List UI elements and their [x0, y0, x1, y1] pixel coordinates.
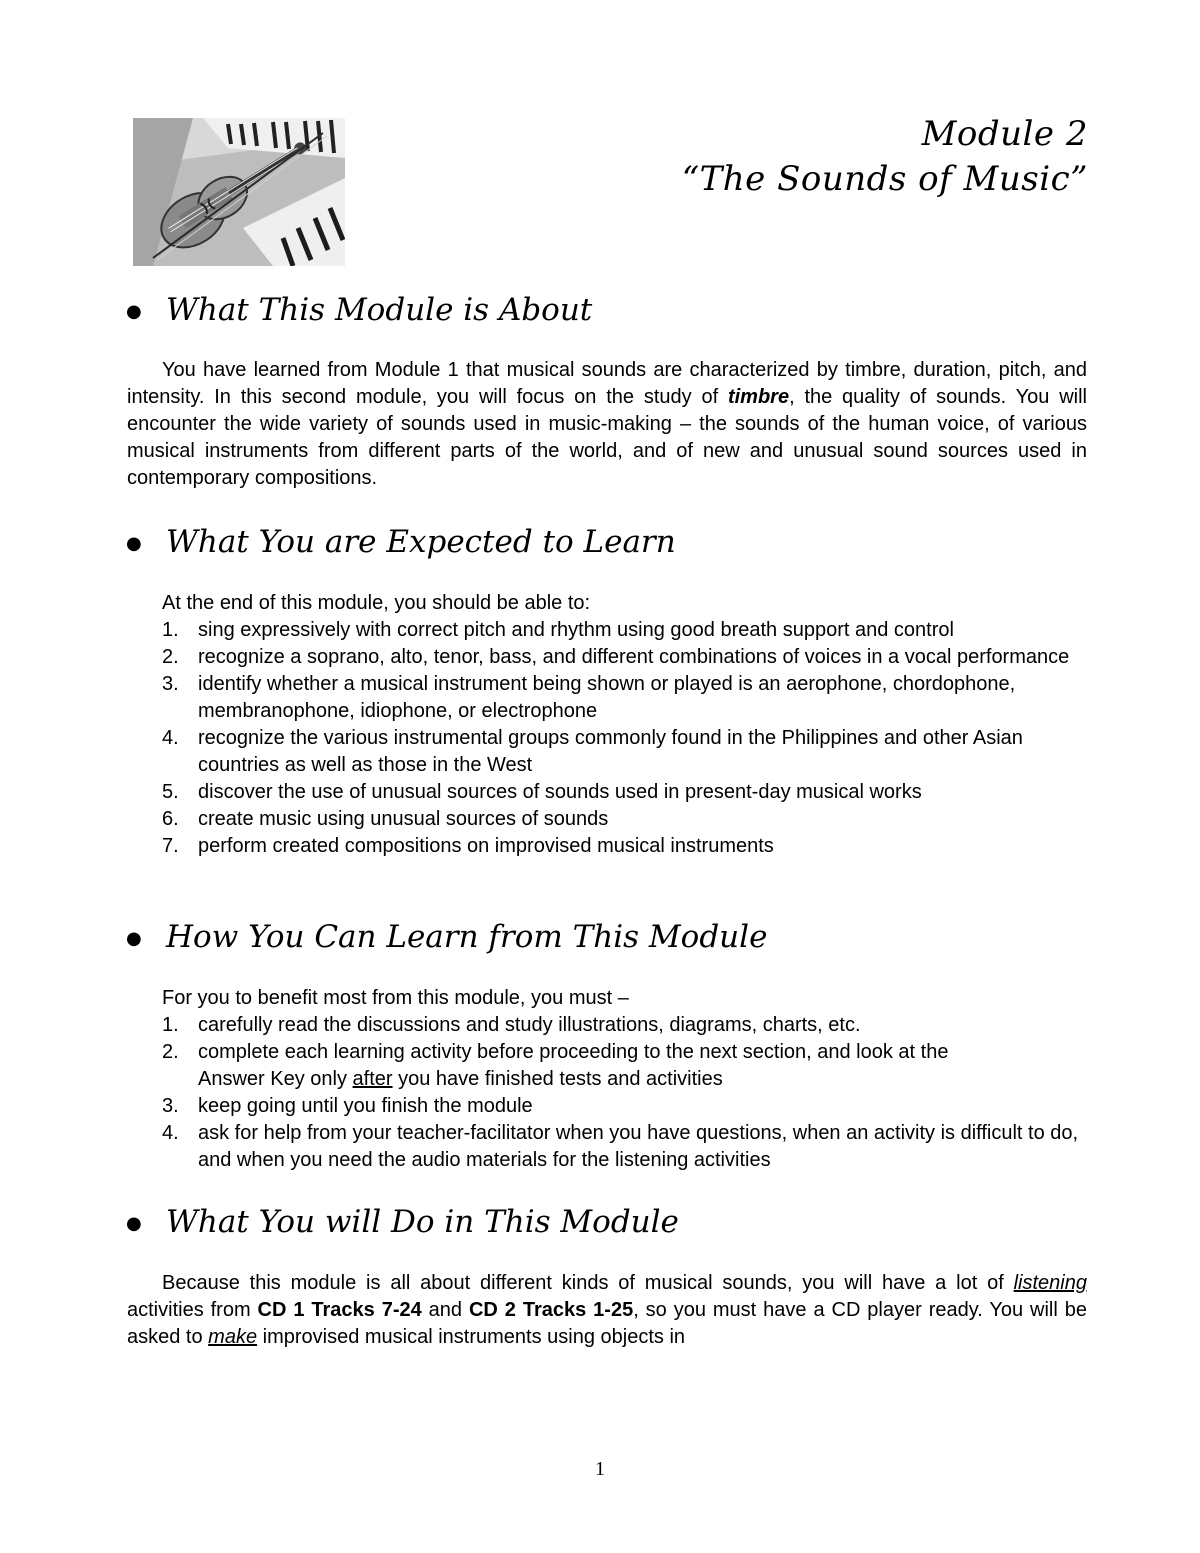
list-item: 6. create music using unusual sources of sounds [162, 808, 609, 830]
about-text-part2: , the quality of sounds. You will encounter the wide variety of sounds used in music-making – the sounds of the human voice, of various musical instruments from different parts of the world, and of new and unusual sound sources used in contemporary compositions. [127, 386, 1087, 489]
how-list [162, 1012, 1092, 1174]
expected-list [162, 617, 1092, 860]
section-heading-do [126, 1202, 679, 1244]
bullet-dot-icon: ● [126, 1212, 142, 1234]
list-item: 3. identify whether a musical instrument being shown or played is an aerophone, chordophone, membranophone, idiophone, or electrophone [162, 673, 1016, 722]
section-heading-expected-text: What You are Expected to Learn [166, 524, 676, 560]
module-title [682, 112, 1088, 202]
section-do-body: Because this module is all about different kinds of musical sounds, you will have a lot of listening activities from CD 1 Tracks 7-24 and CD 2 Tracks 1-25, so you must have a CD player ready. You will be asked to make improvised musical instruments using objects in [127, 1272, 1087, 1348]
about-text-timbre: timbre [727, 386, 790, 408]
about-text-part1: You have learned from Module 1 that musical sounds are characterized by timbre, duration, pitch, and intensity. In this second module, you will focus on the study of [127, 359, 1087, 408]
section-heading-how-text: How You Can Learn from This Module [166, 919, 768, 955]
section-heading-how [126, 917, 767, 959]
list-item: 2. recognize a soprano, alto, tenor, bass, and different combinations of voices in a vocal performance [162, 646, 1070, 668]
section-heading-about-text: What This Module is About [166, 292, 593, 328]
page-number: 1 [595, 1458, 605, 1480]
list-item: 1. carefully read the discussions and study illustrations, diagrams, charts, etc. [162, 1014, 861, 1036]
list-item: 5. discover the use of unusual sources of sounds used in present-day musical works [162, 781, 922, 803]
module-title-line2: “The Sounds of Music” [681, 159, 1088, 199]
underlined-make: make [208, 1326, 258, 1348]
section-heading-do-text: What You will Do in This Module [166, 1204, 679, 1240]
list-item: 3. keep going until you finish the module [162, 1095, 533, 1117]
list-item: 4. recognize the various instrumental groups commonly found in the Philippines and other Asian countries as well as those in the West [162, 727, 1023, 776]
list-item: 7. perform created compositions on improvised musical instruments [162, 835, 774, 857]
underlined-listening: listening [1013, 1272, 1087, 1294]
module-title-line1: Module 2 [921, 114, 1088, 154]
violin-piano-illustration [133, 118, 345, 266]
bullet-dot-icon: ● [126, 532, 142, 554]
underlined-after: after [352, 1068, 393, 1090]
section-heading-about [126, 290, 592, 332]
list-item: 2. complete each learning activity before proceeding to the next section, and look at the Answer Key only after you have finished tests and activities [162, 1041, 949, 1090]
expected-intro: At the end of this module, you should be able to: [162, 592, 591, 614]
list-item: 1. sing expressively with correct pitch and rhythm using good breath support and control [162, 619, 954, 641]
section-heading-expected [126, 522, 676, 564]
bullet-dot-icon: ● [126, 300, 142, 322]
cd2-tracks: CD 2 Tracks 1-25 [468, 1299, 634, 1321]
cd1-tracks: CD 1 Tracks 7-24 [257, 1299, 422, 1321]
bullet-dot-icon: ● [126, 927, 142, 949]
list-item: 4. ask for help from your teacher-facilitator when you have questions, when an activity is difficult to do, and when you need the audio materials for the listening activities [162, 1122, 1079, 1171]
section-about-body [127, 357, 1087, 492]
how-intro: For you to benefit most from this module, you must – [162, 987, 629, 1009]
